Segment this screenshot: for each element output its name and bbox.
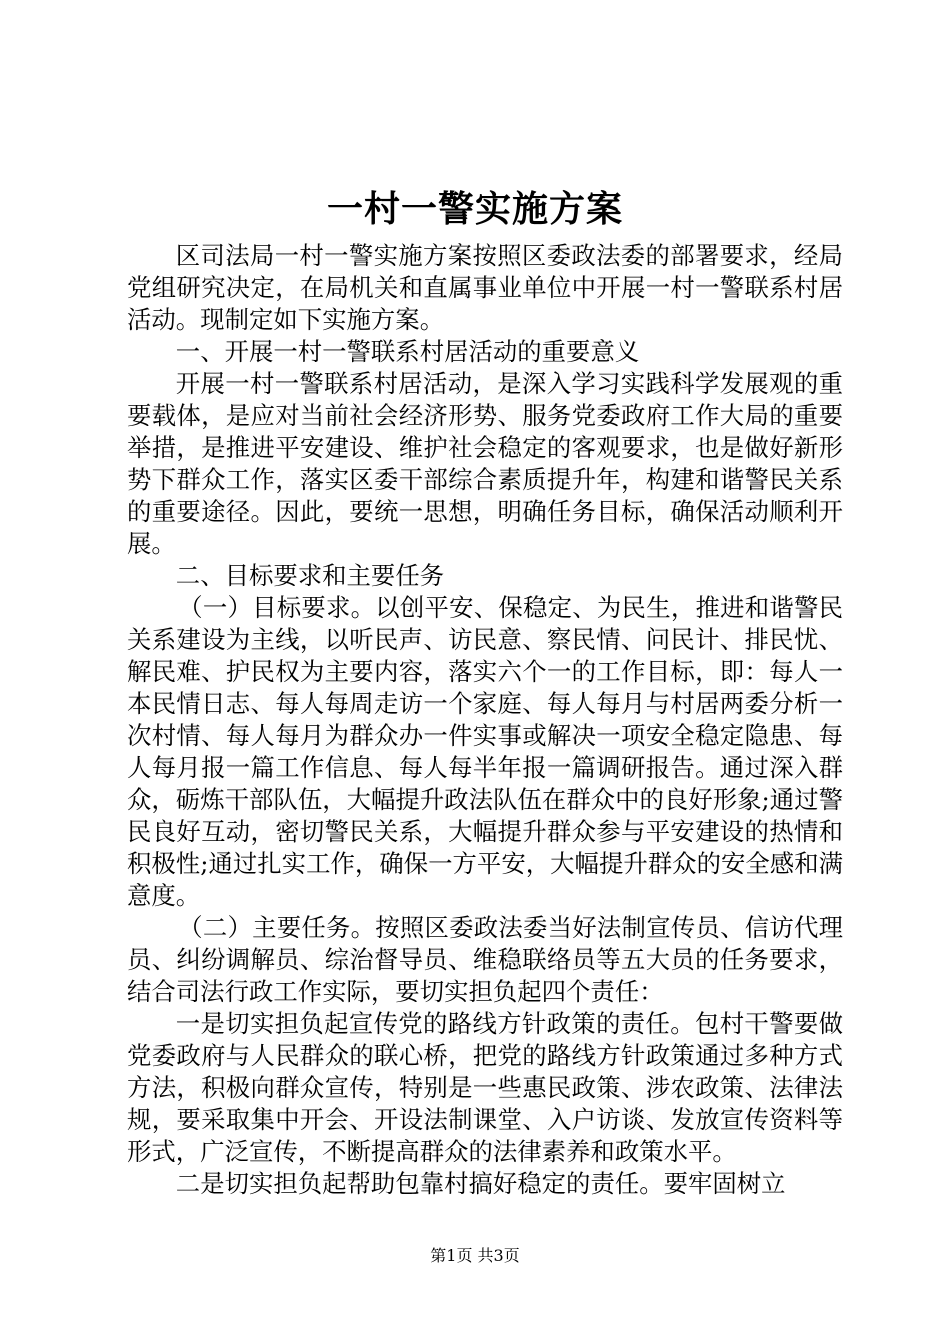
page-number: 第1页 共3页 <box>430 1246 520 1265</box>
paragraph-responsibility-2: 二是切实担负起帮助包靠村搞好稳定的责任。要牢固树立 <box>175 1169 786 1198</box>
document-body <box>127 240 843 1200</box>
paragraph-main-tasks: （二）主要任务。按照区委政法委当好法制宣传员、信访代理员、纠纷调解员、综治督导员、维稳联络员等五大员的任务要求，结合司法行政工作实际，要切实担负起四个责任： <box>127 913 843 1006</box>
paragraph-goals: （一）目标要求。以创平安、保稳定、为民生，推进和谐警民关系建设为主线，以听民声、访民意、察民情、问民计、排民忧、解民难、护民权为主要内容，落实六个一的工作目标，即：每人一本民情日志、每人每周走访一个家庭、每人每月与村居两委分析一次村情、每人每月为群众办一件实事或解决一项安全稳定隐患、每人每月报一篇工作信息、每人每半年报一篇调研报告。通过深入群众，砺炼干部队伍，大幅提升政法队伍在群众中的良好形象;通过警民良好互动，密切警民关系，大幅提升群众参与平安建设的热情和积极性;通过扎实工作，确保一方平安，大幅提升群众的安全感和满意度。 <box>127 593 843 910</box>
heading-section-1: 一、开展一村一警联系村居活动的重要意义 <box>175 337 640 366</box>
heading-section-2: 二、目标要求和主要任务 <box>175 561 445 590</box>
paragraph-responsibility-1: 一是切实担负起宣传党的路线方针政策的责任。包村干警要做党委政府与人民群众的联心桥，把党的路线方针政策通过多种方式方法，积极向群众宣传，特别是一些惠民政策、涉农政策、法律法规，要采取集中开会、开设法制课堂、入户访谈、发放宣传资料等形式，广泛宣传，不断提高群众的法律素养和政策水平。 <box>127 1009 843 1166</box>
paragraph-significance: 开展一村一警联系村居活动，是深入学习实践科学发展观的重要载体，是应对当前社会经济形势、服务党委政府工作大局的重要举措，是推进平安建设、维护社会稳定的客观要求，也是做好新形势下群众工作，落实区委干部综合素质提升年，构建和谐警民关系的重要途径。因此，要统一思想，明确任务目标，确保活动顺利开展。 <box>127 369 843 558</box>
document-title: 一村一警实施方案 <box>326 188 623 230</box>
paragraph-intro: 区司法局一村一警实施方案按照区委政法委的部署要求，经局党组研究决定，在局机关和直属事业单位中开展一村一警联系村居活动。现制定如下实施方案。 <box>127 241 843 334</box>
